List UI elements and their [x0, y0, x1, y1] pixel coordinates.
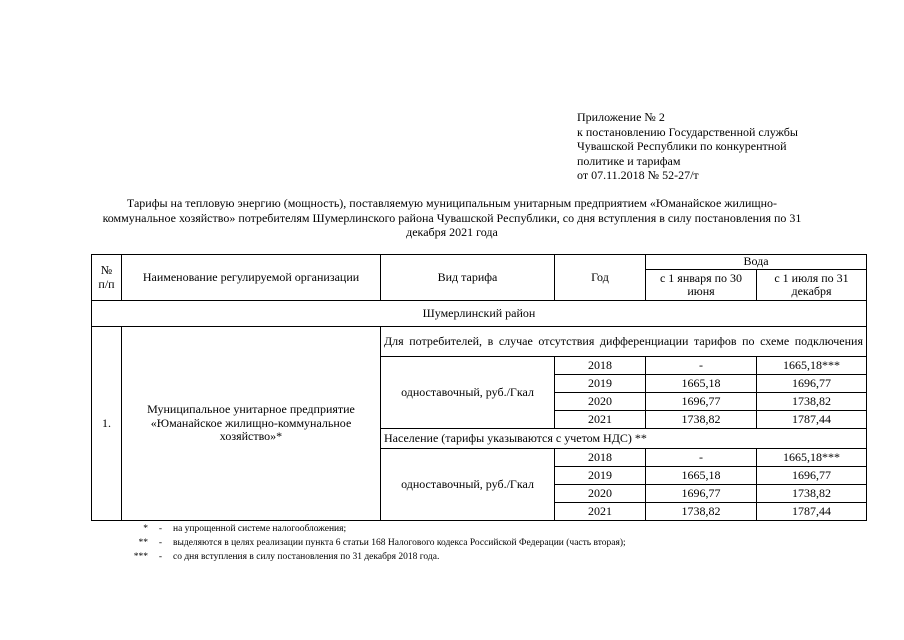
period-1-value: - — [646, 357, 757, 375]
period-1-value: 1665,18 — [646, 467, 757, 485]
organization-name: Муниципальное унитарное предприятие «Юманайское жилищно-коммунальное хозяйство»* — [122, 327, 381, 521]
appendix-line: к постановлению Государственной службы — [577, 124, 798, 139]
district-row: Шумерлинский район — [92, 301, 867, 327]
period-1-value: 1696,77 — [646, 485, 757, 503]
year-cell: 2018 — [555, 449, 646, 467]
period-1-value: 1738,82 — [646, 503, 757, 521]
header-water: Вода — [646, 255, 867, 270]
footnote — [128, 536, 626, 550]
appendix-line: политике и тарифам — [577, 153, 681, 168]
year-cell: 2019 — [555, 375, 646, 393]
period-1-value: 1696,77 — [646, 393, 757, 411]
header-num: № п/п — [92, 255, 122, 301]
year-cell: 2019 — [555, 467, 646, 485]
period-2-value: 1738,82 — [757, 393, 867, 411]
section-label: Для потребителей, в случае отсутствия дифференциации тарифов по схеме подключения — [381, 327, 867, 357]
period-2-value: 1665,18*** — [757, 357, 867, 375]
footnote — [128, 550, 626, 564]
header-period-1: с 1 января по 30 июня — [646, 270, 757, 301]
footnote-mark: *** — [133, 552, 148, 562]
period-2-value: 1787,44 — [757, 411, 867, 429]
footnote-text: выделяются в целях реализации пункта 6 статьи 168 Налогового кодекса Российской Федерации (часть вторая); — [173, 538, 626, 548]
year-cell: 2021 — [555, 411, 646, 429]
tariff-table — [91, 254, 867, 521]
period-2-value: 1738,82 — [757, 485, 867, 503]
year-cell: 2020 — [555, 393, 646, 411]
row-number: 1. — [92, 327, 122, 521]
footnote — [128, 522, 626, 536]
footnote-text: со дня вступления в силу постановления по 31 декабря 2018 года. — [173, 552, 440, 562]
appendix-line: Приложение № 2 — [577, 110, 665, 124]
footnote-mark: ** — [138, 538, 148, 548]
header-period-2: с 1 июля по 31 декабря — [757, 270, 867, 301]
document-title: Тарифы на тепловую энергию (мощность), поставляемую муниципальным унитарным предприятием «Юманайское жилищно-коммунальное хозяйство» потребителям Шумерлинского района Чувашской Республики, со дня вступления в силу постановления по 31 декабря 2021 года — [102, 196, 802, 239]
footnotes — [128, 522, 626, 564]
year-cell: 2018 — [555, 357, 646, 375]
period-2-value: 1665,18*** — [757, 449, 867, 467]
footnote-dash: - — [158, 538, 163, 548]
footnote-mark: * — [143, 524, 148, 534]
footnote-dash: - — [158, 524, 163, 534]
appendix-line: Чувашской Республики по конкурентной — [577, 139, 787, 153]
header-year: Год — [555, 255, 646, 301]
footnote-dash: - — [158, 552, 163, 562]
tariff-type-cell: одноставочный, руб./Гкал — [381, 357, 555, 429]
section-label: Население (тарифы указываются с учетом НДС) ** — [381, 429, 867, 449]
appendix-block — [577, 110, 877, 183]
year-cell: 2021 — [555, 503, 646, 521]
period-1-value: 1738,82 — [646, 411, 757, 429]
period-1-value: 1665,18 — [646, 375, 757, 393]
header-tariff-type: Вид тарифа — [381, 255, 555, 301]
period-2-value: 1696,77 — [757, 375, 867, 393]
period-2-value: 1696,77 — [757, 467, 867, 485]
footnote-text: на упрощенной системе налогообложения; — [173, 524, 347, 534]
appendix-line: от 07.11.2018 № 52-27/т — [577, 168, 699, 182]
tariff-type-cell: одноставочный, руб./Гкал — [381, 449, 555, 521]
period-2-value: 1787,44 — [757, 503, 867, 521]
header-organization: Наименование регулируемой организации — [122, 255, 381, 301]
year-cell: 2020 — [555, 485, 646, 503]
period-1-value: - — [646, 449, 757, 467]
